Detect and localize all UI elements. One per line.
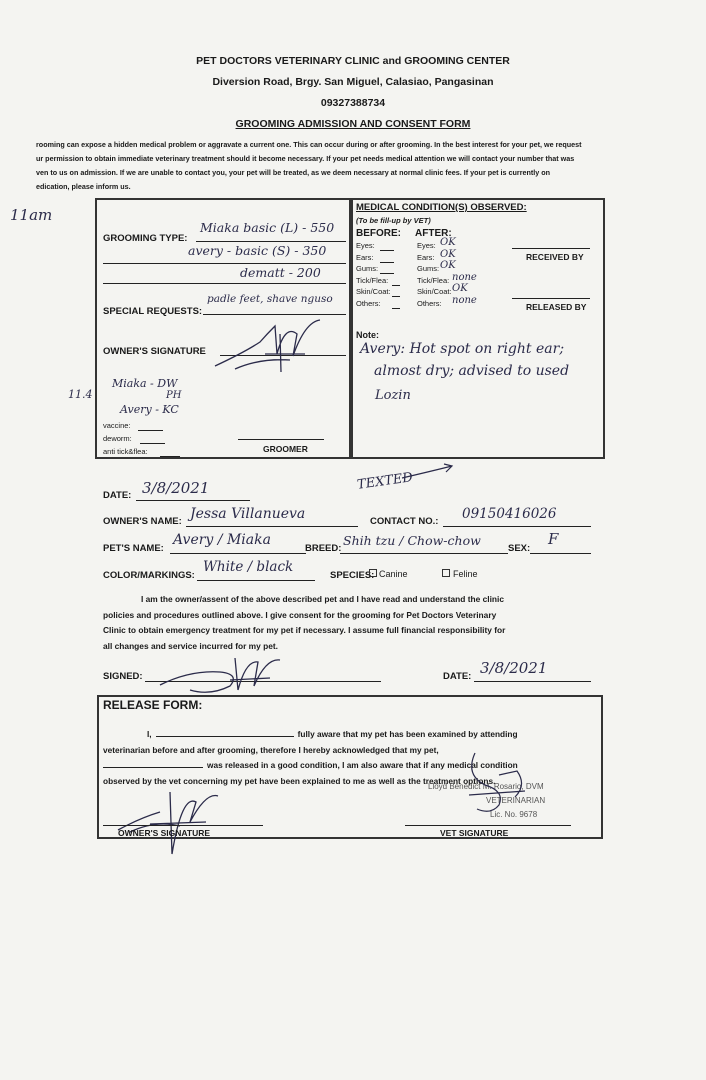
medical-before-blank[interactable] xyxy=(380,250,394,251)
medical-after-value[interactable]: OK xyxy=(440,237,456,248)
consent-date-label: DATE: xyxy=(443,671,472,682)
after-label: AFTER: xyxy=(415,228,452,239)
medical-before-label: Eyes: xyxy=(356,241,375,250)
medical-after-value[interactable]: OK xyxy=(440,260,456,271)
medical-subtitle: (To be fill-up by VET) xyxy=(356,216,431,225)
medical-before-blank[interactable] xyxy=(380,273,394,274)
grooming-type-value-3[interactable]: dematt - 200 xyxy=(240,265,321,280)
note-line-3[interactable]: Lozin xyxy=(375,388,411,403)
grooming-type-value-2[interactable]: avery - basic (S) - 350 xyxy=(188,243,327,258)
owner-name-value[interactable]: Jessa Villanueva xyxy=(190,506,306,522)
note-line-2[interactable]: almost dry; advised to used xyxy=(374,363,570,379)
release-line-2: veterinarian before and after grooming, therefore I hereby acknowledged that my pet, xyxy=(103,744,439,755)
feline-option[interactable] xyxy=(442,569,478,579)
vet-stamp-name: Lloyd Benedict M. Rosario, DVM xyxy=(428,782,544,791)
release-line-4: observed by the vet concerning my pet have been explained to me as well as the treatment options. xyxy=(103,775,496,786)
pet-avery-line: Avery - KC xyxy=(120,403,179,416)
medical-after-value[interactable]: OK xyxy=(440,248,456,260)
canine-checkbox[interactable] xyxy=(369,569,377,577)
release-line-1-text: fully aware that my pet has been examined by attending xyxy=(297,729,518,739)
feline-checkbox[interactable] xyxy=(442,569,450,577)
contact-line xyxy=(443,526,591,527)
contact-value[interactable]: 09150416026 xyxy=(462,506,557,522)
consent-date-line xyxy=(474,681,591,682)
medical-before-blank[interactable] xyxy=(392,296,400,297)
medical-after-value[interactable]: none xyxy=(452,294,477,306)
medical-before-blank[interactable] xyxy=(392,308,400,309)
medical-after-label: Gums: xyxy=(417,264,440,273)
release-title: RELEASE FORM: xyxy=(103,698,203,712)
contact-label: CONTACT NO.: xyxy=(370,516,439,527)
deworm-label: deworm: xyxy=(103,434,132,443)
pet-miaka-line: Miaka - DW xyxy=(112,377,178,390)
release-pet-blank[interactable] xyxy=(103,767,203,768)
form-title: GROOMING ADMISSION AND CONSENT FORM xyxy=(235,118,471,130)
breed-label: BREED: xyxy=(305,543,342,554)
pet-miaka-line-2: PH xyxy=(166,390,182,401)
medical-before-label: Tick/Flea: xyxy=(356,275,389,285)
release-name-blank[interactable] xyxy=(156,736,294,737)
breed-value[interactable]: Shih tzu / Chow-chow xyxy=(343,533,481,548)
medical-after-label: Skin/Coat: xyxy=(417,287,452,296)
texted-note: TEXTED xyxy=(356,470,414,493)
color-line xyxy=(197,580,315,581)
color-value[interactable]: White / black xyxy=(203,559,294,575)
vet-signature-label: VET SIGNATURE xyxy=(440,828,509,838)
clinic-name: PET DOCTORS VETERINARY CLINIC and GROOMING CENTER xyxy=(196,55,510,67)
medical-before-label: Skin/Coat: xyxy=(356,287,391,296)
medical-after-label: Tick/Flea: xyxy=(417,275,450,285)
consent-line-3: Clinic to obtain emergency treatment for my pet if necessary. I assume full financial responsibility for xyxy=(103,625,506,635)
antitick-line xyxy=(160,456,180,457)
medical-before-label: Gums: xyxy=(356,264,379,273)
intro-line-4: edication, please inform us. xyxy=(36,182,131,191)
intro-line-2: ur permission to obtain immediate veterinary treatment should it become necessary. If your pet needs medical attention we will contact your number that was xyxy=(36,154,575,163)
medical-after-label: Others: xyxy=(417,298,442,308)
medical-before-blank[interactable] xyxy=(380,262,394,263)
intro-paragraph xyxy=(36,138,700,194)
medical-before-label: Ears: xyxy=(356,252,374,262)
before-label: BEFORE: xyxy=(356,228,401,239)
groomer-label: GROOMER xyxy=(263,444,308,454)
note-line-1[interactable]: Avery: Hot spot on right ear; xyxy=(360,341,565,357)
sex-line xyxy=(530,553,591,554)
consent-line-2: policies and procedures outlined above. I give consent for the grooming for Pet Doctors Veterinary xyxy=(103,609,497,620)
color-label: COLOR/MARKINGS: xyxy=(103,570,195,581)
species-label: SPECIES: xyxy=(330,570,375,581)
canine-option[interactable] xyxy=(369,569,408,579)
pet-name-line xyxy=(170,553,306,554)
release-line-1 xyxy=(103,727,593,743)
release-line-3-text: was released in a good condition, I am also aware that if any medical condition xyxy=(207,760,518,770)
canine-label: Canine xyxy=(379,569,408,579)
medical-before-blank[interactable] xyxy=(392,285,400,286)
consent-date-value[interactable]: 3/8/2021 xyxy=(480,659,548,677)
antitick-label: anti tick&flea: xyxy=(103,447,148,456)
vaccine-line xyxy=(138,430,163,431)
medical-after-value[interactable]: OK xyxy=(452,283,468,294)
deworm-line xyxy=(140,443,165,444)
date-value[interactable]: 3/8/2021 xyxy=(142,479,210,497)
vet-stamp-license: Lic. No. 9678 xyxy=(490,810,538,819)
consent-line-1: I am the owner/assent of the above described pet and I have read and understand the clinic xyxy=(141,594,505,604)
margin-number-note: 11.4 xyxy=(68,388,93,401)
release-owner-signature-scribble xyxy=(110,782,230,857)
sex-value[interactable]: F xyxy=(548,530,559,548)
released-by-label: RELEASED BY xyxy=(526,302,587,312)
signed-label: SIGNED: xyxy=(103,671,143,682)
release-i-label: I, xyxy=(147,729,152,739)
medical-after-value[interactable]: none xyxy=(452,271,477,283)
clinic-phone: 09327388734 xyxy=(320,97,386,109)
margin-time-note: 11am xyxy=(10,206,53,224)
grooming-type-line-2 xyxy=(103,263,346,264)
grooming-type-line-1 xyxy=(196,241,346,242)
consent-signature-scribble xyxy=(150,640,290,700)
note-label: Note: xyxy=(356,330,379,340)
clinic-address: Diversion Road, Brgy. San Miguel, Calasiao, Pangasinan xyxy=(212,76,494,88)
owner-signature-label: OWNER'S SIGNATURE xyxy=(103,346,206,357)
texted-arrow xyxy=(400,462,456,482)
vet-signature-line xyxy=(405,825,571,826)
groomer-line xyxy=(238,439,324,440)
pet-name-label: PET'S NAME: xyxy=(103,543,164,554)
vet-signature-scribble xyxy=(455,745,545,820)
consent-line-4: all changes and service incurred for my pet. xyxy=(103,640,279,651)
received-by-line xyxy=(512,248,590,249)
grooming-type-label: GROOMING TYPE: xyxy=(103,233,188,244)
release-owner-signature-label: OWNER'S SIGNATURE xyxy=(118,828,211,838)
grooming-type-line-3 xyxy=(103,283,346,284)
vet-stamp-title: VETERINARIAN xyxy=(486,796,546,805)
received-by-label: RECEIVED BY xyxy=(526,252,584,262)
special-requests-value[interactable]: padle feet, shave nguso xyxy=(207,293,333,305)
feline-label: Feline xyxy=(453,569,478,579)
date-line xyxy=(136,500,250,501)
intro-line-1: rooming can expose a hidden medical problem or aggravate a current one. This can occur during or after grooming. In the best interest for your pet, we request xyxy=(36,140,582,149)
intro-line-3: ven to us on admission. If we are unable to contact you, your pet will be treated, as we deem necessary at normal clinic fees. If your pet is currently on xyxy=(36,168,551,177)
release-owner-line xyxy=(103,825,263,826)
vaccine-label: vaccine: xyxy=(103,421,131,430)
owner-name-label: OWNER'S NAME: xyxy=(103,516,182,527)
pet-name-value[interactable]: Avery / Miaka xyxy=(173,532,271,548)
owner-signature-scribble xyxy=(205,314,335,384)
medical-after-label: Eyes: xyxy=(417,241,436,250)
special-requests-label: SPECIAL REQUESTS: xyxy=(103,306,203,317)
breed-line xyxy=(340,553,508,554)
owner-name-line xyxy=(186,526,358,527)
date-label: DATE: xyxy=(103,490,132,501)
grooming-type-value-1[interactable]: Miaka basic (L) - 550 xyxy=(200,220,335,235)
released-by-line xyxy=(512,298,590,299)
medical-title: MEDICAL CONDITION(S) OBSERVED: xyxy=(356,202,527,213)
medical-before-label: Others: xyxy=(356,298,381,308)
medical-after-label: Ears: xyxy=(417,252,435,262)
sex-label: SEX: xyxy=(508,543,531,554)
